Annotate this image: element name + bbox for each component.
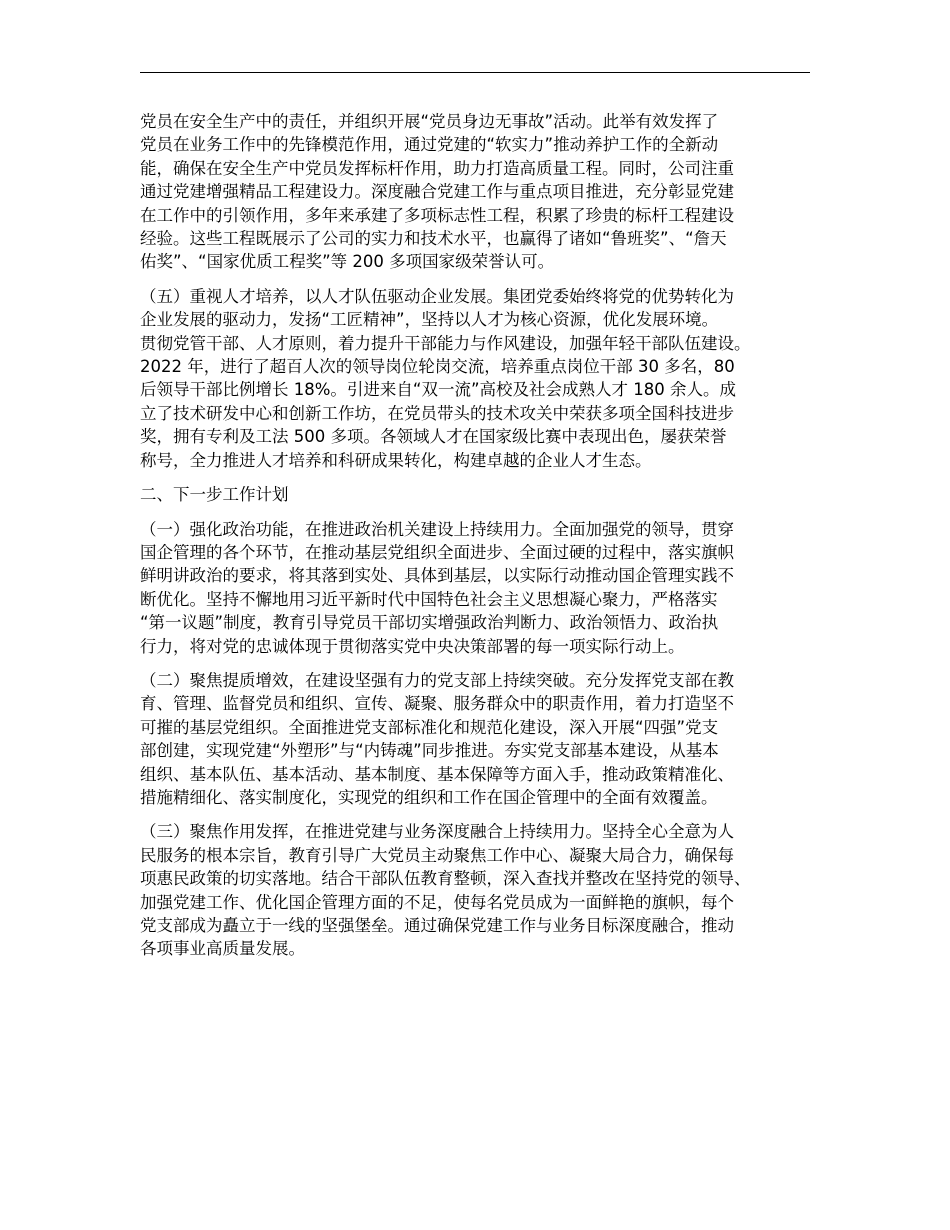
text-line: 佑奖”、“国家优质工程奖”等 200 多项国家级荣誉认可。 (140, 252, 555, 272)
paragraph-party-branch (140, 669, 830, 809)
text-line: （三）聚焦作用发挥，在推进党建与业务深度融合上持续用力。坚持全心全意为人 (140, 822, 734, 842)
text-line: 加强党建工作、优化国企管理方面的不足，使每名党员成为一面鲜艳的旗帜，每个 (140, 892, 734, 912)
text-line: 断优化。坚持不懈地用习近平新时代中国特色社会主义思想凝心聚力，严格落实 (140, 589, 718, 609)
text-line: 奖，拥有专利及工法 500 多项。各领域人才在国家级比赛中表现出色，屡获荣誉 (140, 427, 727, 447)
text-line: 通过党建增强精品工程建设力。深度融合党建工作与重点项目推进，充分彰显党建 (140, 182, 734, 202)
text-line: 党员在业务工作中的先锋模范作用，通过党建的“软实力”推动养护工作的全新动 (140, 135, 719, 155)
section-heading: 二、下一步工作计划 (140, 485, 289, 505)
text-line: （五）重视人才培养，以人才队伍驱动企业发展。集团党委始终将党的优势转化为 (140, 286, 734, 306)
paragraph-talent-cultivation (140, 285, 830, 472)
text-line: 能，确保在安全生产中党员发挥标杆作用，助力打造高质量工程。同时，公司注重 (140, 158, 734, 178)
text-line: 后领导干部比例增长 18%。引进来自“双一流”高校及社会成熟人才 180 余人。成 (140, 380, 736, 400)
text-line: 民服务的根本宗旨，教育引导广大党员主动聚焦工作中心、凝聚大局合力，确保每 (140, 845, 734, 865)
text-line: 鲜明讲政治的要求，将其落到实处、具体到基层，以实际行动推动国企管理实践不 (140, 566, 734, 586)
text-line: 措施精细化、落实制度化，实现党的组织和工作在国企管理中的全面有效覆盖。 (140, 787, 718, 807)
text-line: 可摧的基层党组织。全面推进党支部标准化和规范化建设，深入开展“四强”党支 (140, 717, 719, 737)
header-rule (140, 72, 810, 73)
document-body (140, 110, 830, 972)
text-line: 育、管理、监督党员和组织、宣传、凝聚、服务群众中的职责作用，着力打造坚不 (140, 694, 734, 714)
text-line: 各项事业高质量发展。 (140, 939, 305, 959)
paragraph-business-integration (140, 820, 830, 960)
text-line: 贯彻党管干部、人才原则，着力提升干部能力与作风建设，加强年轻干部队伍建设。 (140, 333, 751, 353)
text-line: “第一议题”制度，教育引导党员干部切实增强政治判断力、政治领悟力、政治执 (140, 613, 719, 633)
text-line: 立了技术研发中心和创新工作坊，在党员带头的技术攻关中荣获多项全国科技进步 (140, 403, 734, 423)
section-heading-next-steps (140, 483, 830, 506)
text-line: 国企管理的各个环节，在推动基层党组织全面进步、全面过硬的过程中，落实旗帜 (140, 542, 734, 562)
text-line: （二）聚焦提质增效，在建设坚强有力的党支部上持续突破。充分发挥党支部在教 (140, 670, 734, 690)
text-line: 党支部成为矗立于一线的坚强堡垒。通过确保党建工作与业务目标深度融合，推动 (140, 916, 734, 935)
text-line: 部创建，实现党建“外塑形”与“内铸魂”同步推进。夯实党支部基本建设，从基本 (140, 741, 719, 761)
text-line: 2022 年，进行了超百人次的领导岗位轮岗交流，培养重点岗位干部 30 多名，80 (140, 357, 735, 377)
text-line: （一）强化政治功能，在推进政治机关建设上持续用力。全面加强党的领导，贯穿 (140, 519, 734, 539)
text-line: 企业发展的驱动力，发扬“工匠精神”，坚持以人才为核心资源，优化发展环境。 (140, 310, 719, 330)
paragraph-political-function (140, 518, 830, 658)
text-line: 称号，全力推进人才培养和科研成果转化，构建卓越的企业人才生态。 (140, 450, 652, 470)
paragraph-safety-production (140, 110, 830, 274)
text-line: 组织、基本队伍、基本活动、基本制度、基本保障等方面入手，推动政策精准化、 (140, 764, 734, 784)
text-line: 经验。这些工程既展示了公司的实力和技术水平，也赢得了诸如“鲁班奖”、“詹天 (140, 229, 727, 249)
text-line: 在工作中的引领作用，多年来承建了多项标志性工程，积累了珍贵的标杆工程建设 (140, 205, 734, 225)
text-line: 项惠民政策的切实落地。结合干部队伍教育整顿，深入查找并整改在坚持党的领导、 (140, 869, 751, 889)
text-line: 党员在安全生产中的责任，并组织开展“党员身边无事故”活动。此举有效发挥了 (140, 112, 719, 131)
text-line: 行力，将对党的忠诚体现于贯彻落实党中央决策部署的每一项实际行动上。 (140, 636, 685, 656)
